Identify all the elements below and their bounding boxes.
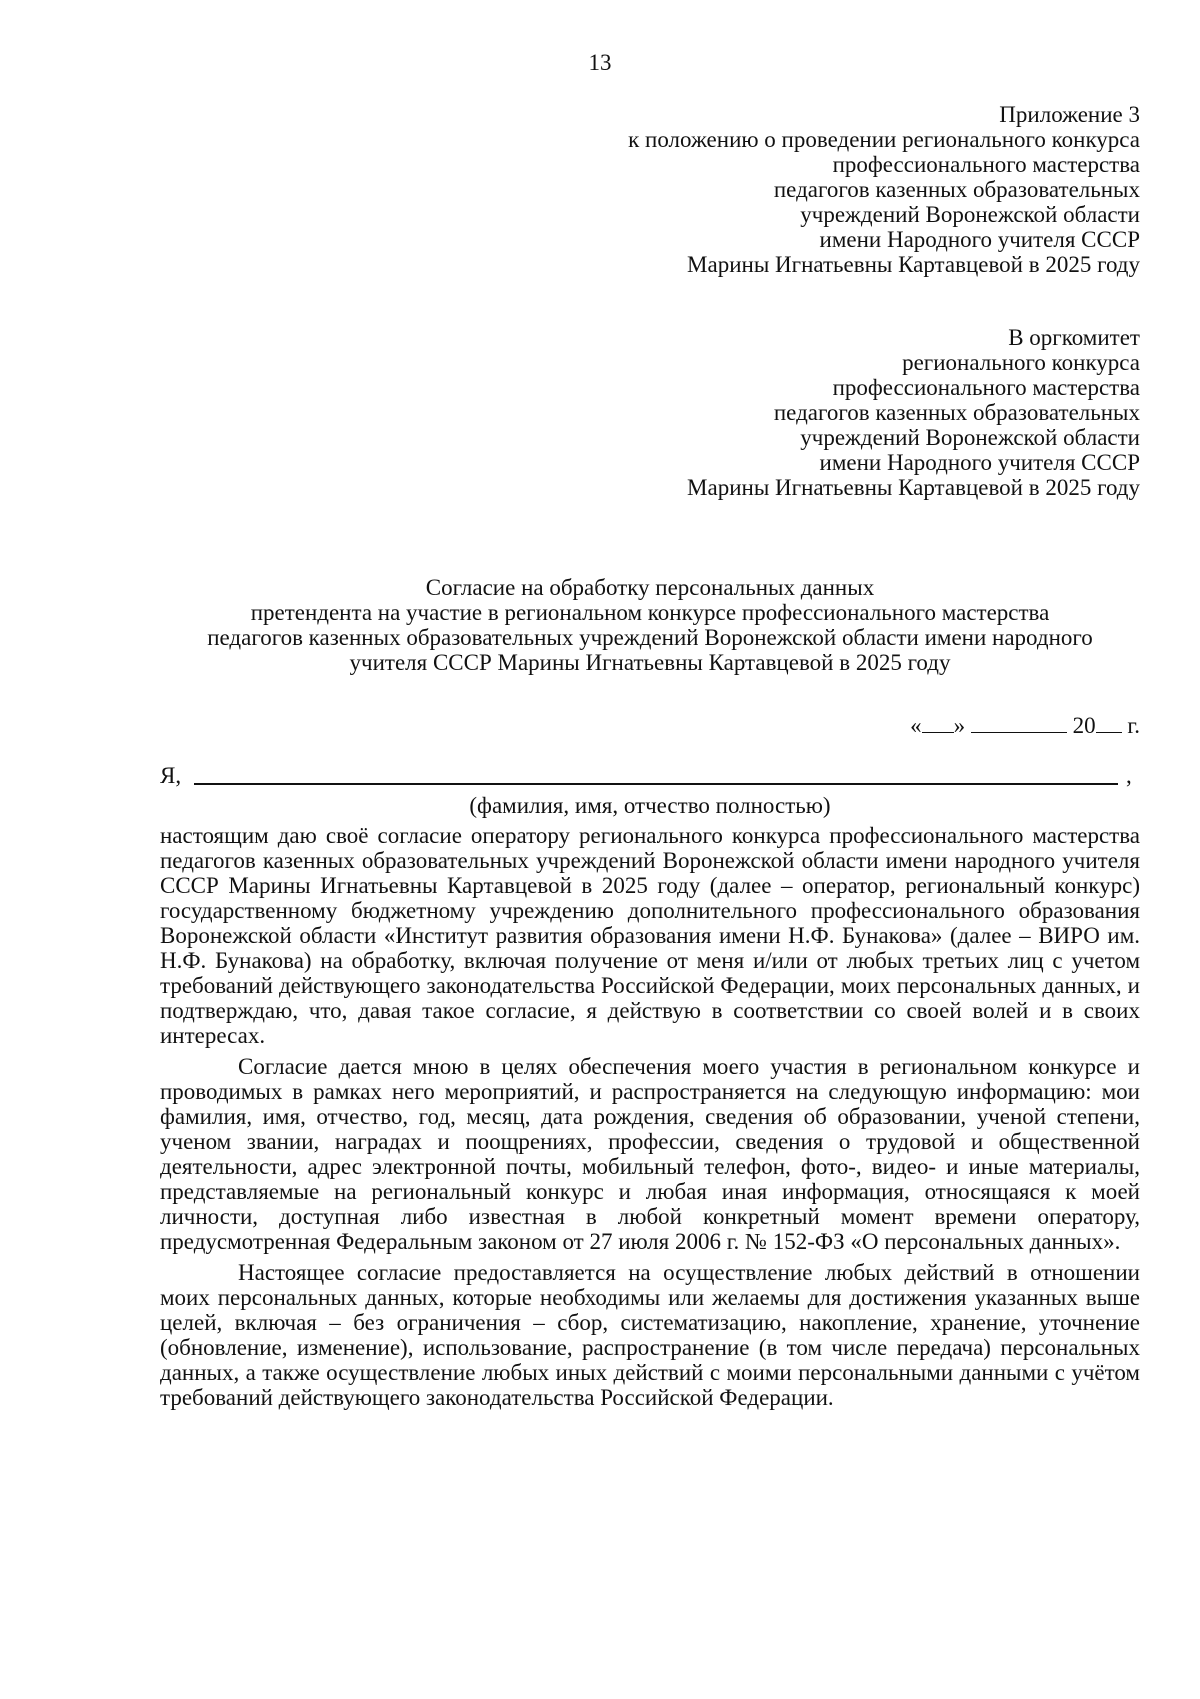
addressee-line: педагогов казенных образовательных xyxy=(773,400,1140,425)
full-name-blank[interactable] xyxy=(194,783,1118,785)
paragraph: настоящим даю своё согласие оператору регионального конкурса профессионального мастерства педагогов казенных образовательных учреждений Воронежской области имени народного учителя СССР Марины Игнатьевны Картавцевой в 2025 году (далее – оператор, региональный конкурс) государственному бюджетному учреждению дополнительного профессионального образования Воронежской области «Институт развития образования имени Н.Ф. Бунакова» (далее – ВИРО им. Н.Ф. Бунакова) на обработку, включая получение от меня и/или от любых третьих лиц с учетом требований действующего законодательства Российской Федерации, моих персональных данных, и подтверждаю, что, давая такое согласие, я действую в соответствии со своей волей и в своих интересах. xyxy=(160,823,1140,1048)
date-close-quote: » xyxy=(953,713,966,738)
consent-body xyxy=(160,823,1140,1410)
year-prefix: 20 xyxy=(1072,713,1096,738)
appendix-line: педагогов казенных образовательных xyxy=(773,177,1140,202)
appendix-line: имени Народного учителя СССР xyxy=(819,227,1140,252)
name-prefix: Я, xyxy=(160,763,182,788)
appendix-line: Приложение 3 xyxy=(999,102,1140,127)
year-suffix: г. xyxy=(1127,713,1140,738)
addressee-line: В оргкомитет xyxy=(1008,325,1140,350)
addressee-line: Марины Игнатьевны Картавцевой в 2025 году xyxy=(687,475,1140,500)
appendix-line: Марины Игнатьевны Картавцевой в 2025 году xyxy=(687,252,1140,277)
document-title xyxy=(150,575,1150,675)
date-field[interactable] xyxy=(910,713,1140,738)
addressee-line: имени Народного учителя СССР xyxy=(819,450,1140,475)
paragraph: Согласие дается мною в целях обеспечения моего участия в региональном конкурсе и проводимых в рамках него мероприятий, и распространяется на следующую информацию: мои фамилия, имя, отчество, год, месяц, дата рождения, сведения об образовании, ученой степени, ученом звании, наградах и поощрениях, профессии, сведения о трудовой и общественной деятельности, адрес электронной почты, мобильный телефон, фото-, видео- и иные материалы, представляемые на региональный конкурс и любая иная информация, относящаяся к моей личности, доступная либо известная в любой конкретный момент времени оператору, предусмотренная Федеральным законом от 27 июля 2006 г. № 152-ФЗ «О персональных данных». xyxy=(160,1054,1140,1254)
appendix-line: учреждений Воронежской области xyxy=(800,202,1140,227)
day-blank[interactable] xyxy=(922,713,954,733)
appendix-header xyxy=(628,102,1140,277)
page-number: 13 xyxy=(588,50,612,75)
year-blank[interactable] xyxy=(1096,713,1122,733)
title-line: педагогов казенных образовательных учреждений Воронежской области имени народного xyxy=(207,625,1093,650)
addressee-line: регионального конкурса xyxy=(902,350,1140,375)
appendix-line: профессионального мастерства xyxy=(832,152,1140,177)
month-blank[interactable] xyxy=(971,713,1067,733)
addressee-line: учреждений Воронежской области xyxy=(800,425,1140,450)
title-line: претендента на участие в региональном конкурсе профессионального мастерства xyxy=(250,600,1050,625)
addressee-line: профессионального мастерства xyxy=(832,375,1140,400)
title-line: учителя СССР Марины Игнатьевны Картавцевой в 2025 году xyxy=(349,650,951,675)
date-open-quote: « xyxy=(910,713,922,738)
name-suffix: , xyxy=(1126,763,1132,788)
addressee-block xyxy=(687,325,1140,500)
full-name-hint: (фамилия, имя, отчество полностью) xyxy=(469,793,831,818)
full-name-field[interactable] xyxy=(160,763,1140,793)
paragraph: Настоящее согласие предоставляется на осуществление любых действий в отношении моих персональных данных, которые необходимы или желаемы для достижения указанных выше целей, включая – без ограничения – сбор, систематизацию, накопление, хранение, уточнение (обновление, изменение), использование, распространение (в том числе передача) персональных данных, а также осуществление любых иных действий с моими персональными данными с учётом требований действующего законодательства Российской Федерации. xyxy=(160,1260,1140,1410)
title-line: Согласие на обработку персональных данных xyxy=(425,575,875,600)
appendix-line: к положению о проведении регионального конкурса xyxy=(628,127,1140,152)
